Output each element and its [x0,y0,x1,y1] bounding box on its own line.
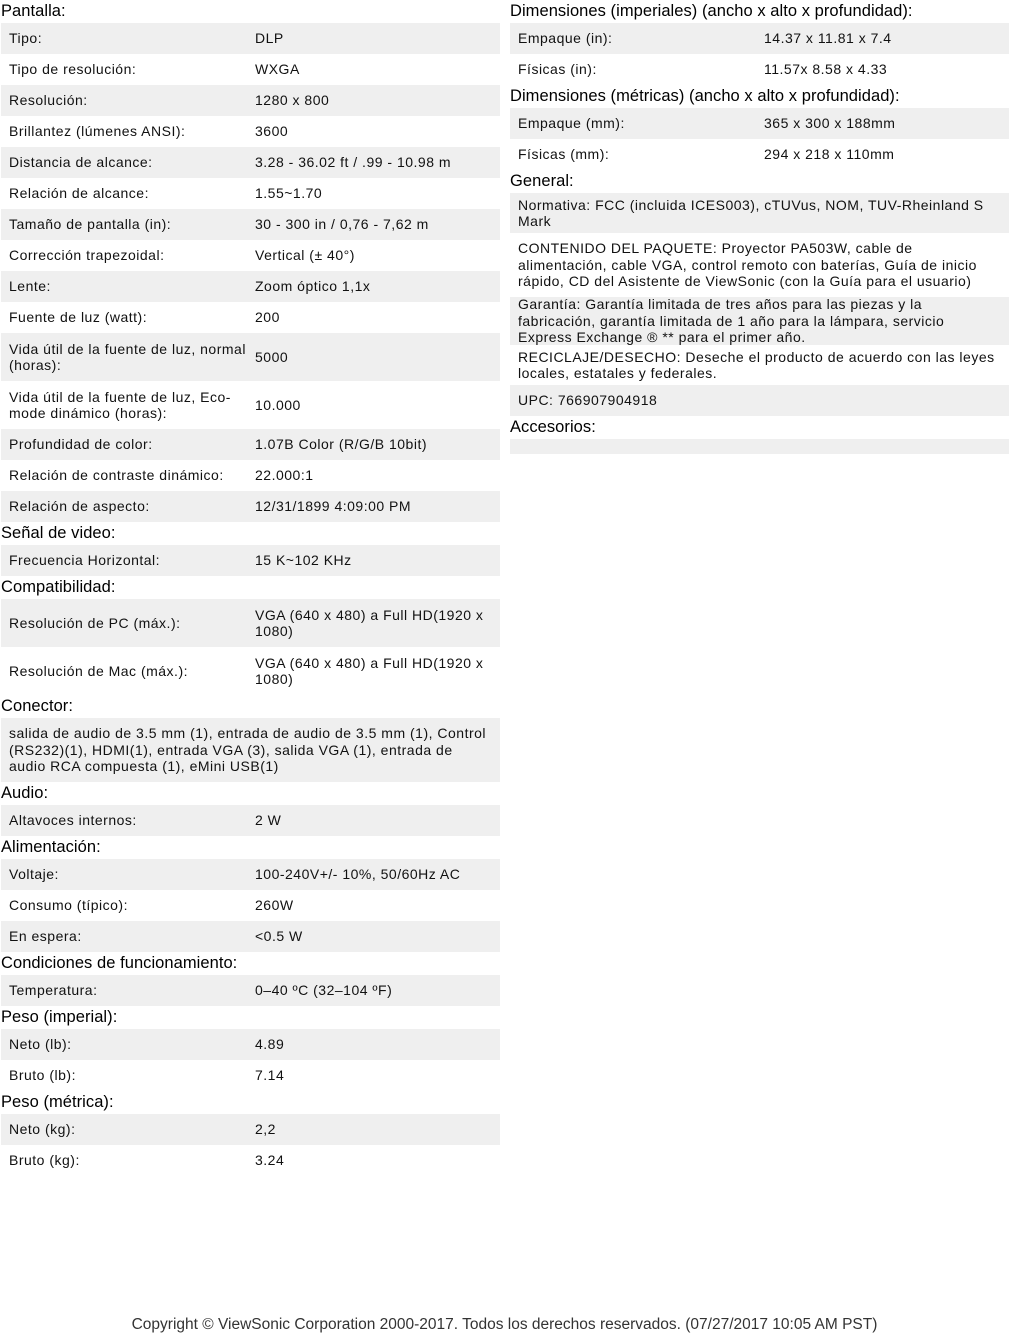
section-title: Conector: [1,697,73,715]
section-peso-imperial [1,1006,500,1091]
left-spec-column [1,0,500,1176]
spec-row [1,333,500,381]
spec-value: 7.14 [255,1067,285,1084]
spec-label: Relación de contraste dinámico: [9,467,224,484]
spec-label: Voltaje: [9,866,59,883]
section-alimentacion [1,836,500,952]
spec-row [1,975,500,1006]
spec-label: Relación de alcance: [9,185,149,202]
spec-value: 365 x 300 x 188mm [764,115,896,132]
spec-row [510,54,1009,85]
spec-row [1,599,500,647]
spec-value: 12/31/1899 4:09:00 PM [255,498,412,515]
spec-label: Bruto (kg): [9,1152,80,1169]
spec-row [1,302,500,333]
spec-label: Físicas (mm): [518,146,610,163]
spec-row [1,1114,500,1145]
spec-value: VGA (640 x 480) a Full HD(1920 x 1080) [255,654,484,687]
section-title: Dimensiones (imperiales) (ancho x alto x profundidad): [510,2,913,20]
spec-label: Brillantez (lúmenes ANSI): [9,123,186,140]
spec-value: 4.89 [255,1036,285,1053]
spec-row [1,890,500,921]
section-dimensiones-imperiales-ancho-x-alto-x-profundidad [510,0,1009,85]
spec-label: Tipo: [9,30,43,47]
spec-row [1,23,500,54]
spec-value: DLP [255,30,284,47]
spec-label: Profundidad de color: [9,436,153,453]
spec-label: Fuente de luz (watt): [9,309,148,326]
spec-label: Lente: [9,278,51,295]
spec-value: 11.57x 8.58 x 4.33 [764,61,888,78]
section-dimensiones-metricas-ancho-x-alto-x-profundidad [510,85,1009,170]
spec-text-row [510,233,1009,297]
section-general [510,170,1009,416]
spec-value: 15 K~102 KHz [255,552,352,569]
spec-row [1,491,500,522]
spec-value: 294 x 218 x 110mm [764,146,895,163]
spec-text: CONTENIDO DEL PAQUETE: Proyector PA503W, cable de alimentación, cable VGA, control remoto con baterías, Guía de inicio rápido, CD del Asistente de ViewSonic (con la Guía para el usuario) [518,240,977,290]
spec-value: 2 W [255,812,282,829]
section-conector [1,695,500,782]
spec-text-row [1,718,500,782]
section-title: Señal de video: [1,524,116,542]
section-title: Condiciones de funcionamiento: [1,954,238,972]
spec-text: RECICLAJE/DESECHO: Deseche el producto de acuerdo con las leyes locales, estatales y federales. [518,348,995,381]
section-title: Peso (métrica): [1,1093,114,1111]
section-title: Alimentación: [1,838,101,856]
spec-value: 22.000:1 [255,467,314,484]
spec-value: <0.5 W [255,928,303,945]
copyright-footer: Copyright © ViewSonic Corporation 2000-2017. Todos los derechos reservados. (07/27/2017 10:05 AM PST) [131,1316,878,1333]
spec-label: Empaque (mm): [518,115,625,132]
spec-value: 2,2 [255,1121,276,1138]
spec-row [1,85,500,116]
spec-value: 30 - 300 in / 0,76 - 7,62 m [255,216,429,233]
spec-row [1,381,500,429]
spec-value: WXGA [255,61,300,78]
spec-value: 3.28 - 36.02 ft / .99 - 10.98 m [255,154,452,171]
right-spec-column [510,0,1009,454]
spec-label: Relación de aspecto: [9,498,150,515]
spec-label: Resolución de PC (máx.): [9,614,181,631]
section-title: Audio: [1,784,49,802]
spec-label: Físicas (in): [518,61,597,78]
section-title: General: [510,172,574,190]
spec-text-row [510,345,1009,385]
section-condiciones-de-funcionamiento [1,952,500,1006]
section-compatibilidad [1,576,500,695]
spec-label: Resolución: [9,92,88,109]
spec-row [1,147,500,178]
spec-label: Temperatura: [9,982,98,999]
spec-row [1,54,500,85]
spec-label: Tipo de resolución: [9,61,137,78]
section-title: Dimensiones (métricas) (ancho x alto x profundidad): [510,87,900,105]
spec-value: 14.37 x 11.81 x 7.4 [764,30,892,47]
spec-row [1,271,500,302]
spec-value: 260W [255,897,294,914]
spec-row [1,1145,500,1176]
spec-row [1,859,500,890]
spec-row [1,545,500,576]
spec-text: salida de audio de 3.5 mm (1), entrada de audio de 3.5 mm (1), Control (RS232)(1), HDMI(1), entrada VGA (3), salida VGA (1), entrada de audio RCA compuesta (1), eMini USB(1) [9,725,487,775]
spec-value: 200 [255,309,280,326]
section-title: Pantalla: [1,2,66,20]
section-pantalla [1,0,500,522]
spec-row [1,805,500,836]
spec-row [1,460,500,491]
section-title: Compatibilidad: [1,578,116,596]
spec-label: Corrección trapezoidal: [9,247,165,264]
spec-value: Zoom óptico 1,1x [255,278,371,295]
section-senal-de-video [1,522,500,576]
spec-value: 10.000 [255,396,301,413]
spec-value: 0–40 ºC (32–104 ºF) [255,982,393,999]
spec-value: VGA (640 x 480) a Full HD(1920 x 1080) [255,606,484,639]
spec-label: Resolución de Mac (máx.): [9,662,189,679]
spec-label: Frecuencia Horizontal: [9,552,161,569]
spec-label: Neto (kg): [9,1121,76,1138]
spec-row [1,209,500,240]
spec-value: 3600 [255,123,289,140]
spec-label: Consumo (típico): [9,897,128,914]
spec-value: 1.07B Color (R/G/B 10bit) [255,436,428,453]
spec-label: Distancia de alcance: [9,154,153,171]
spec-text: Garantía: Garantía limitada de tres años para las piezas y la fabricación, garantía limitada de 1 año para la lámpara, servicio Express Exchange ® ** para el primer año. [518,296,945,346]
section-title: Peso (imperial): [1,1008,118,1026]
spec-text-row [510,297,1009,345]
spec-text: UPC: 766907904918 [518,392,658,409]
section-audio [1,782,500,836]
section-peso-metrica [1,1091,500,1176]
spec-label: Empaque (in): [518,30,613,47]
spec-row [1,240,500,271]
spec-label: Tamaño de pantalla (in): [9,216,172,233]
spec-row [1,647,500,695]
spec-text: Normativa: FCC (incluida ICES003), cTUVus, NOM, TUV-Rheinland S Mark [518,196,984,229]
spec-label: Neto (lb): [9,1036,72,1053]
spec-row [510,23,1009,54]
spec-label: Vida útil de la fuente de luz, normal (horas): [9,340,246,373]
spec-row [510,139,1009,170]
spec-value: 3.24 [255,1152,285,1169]
section-title: Accesorios: [510,418,596,436]
section-accesorios [510,416,1009,454]
spec-value: 100-240V+/- 10%, 50/60Hz AC [255,866,461,883]
spec-row [1,1060,500,1091]
spec-value: 5000 [255,348,289,365]
spec-label: En espera: [9,928,82,945]
empty-section-bar [510,439,1009,454]
spec-row [510,108,1009,139]
spec-text-row [510,385,1009,416]
spec-row [1,429,500,460]
spec-value: 1280 x 800 [255,92,330,109]
spec-value: 1.55~1.70 [255,185,323,202]
spec-row [1,1029,500,1060]
spec-value: Vertical (± 40°) [255,247,355,264]
spec-row [1,178,500,209]
spec-row [1,921,500,952]
spec-label: Bruto (lb): [9,1067,76,1084]
spec-label: Vida útil de la fuente de luz, Eco-mode dinámico (horas): [9,388,231,421]
spec-text-row [510,193,1009,233]
spec-row [1,116,500,147]
spec-label: Altavoces internos: [9,812,137,829]
